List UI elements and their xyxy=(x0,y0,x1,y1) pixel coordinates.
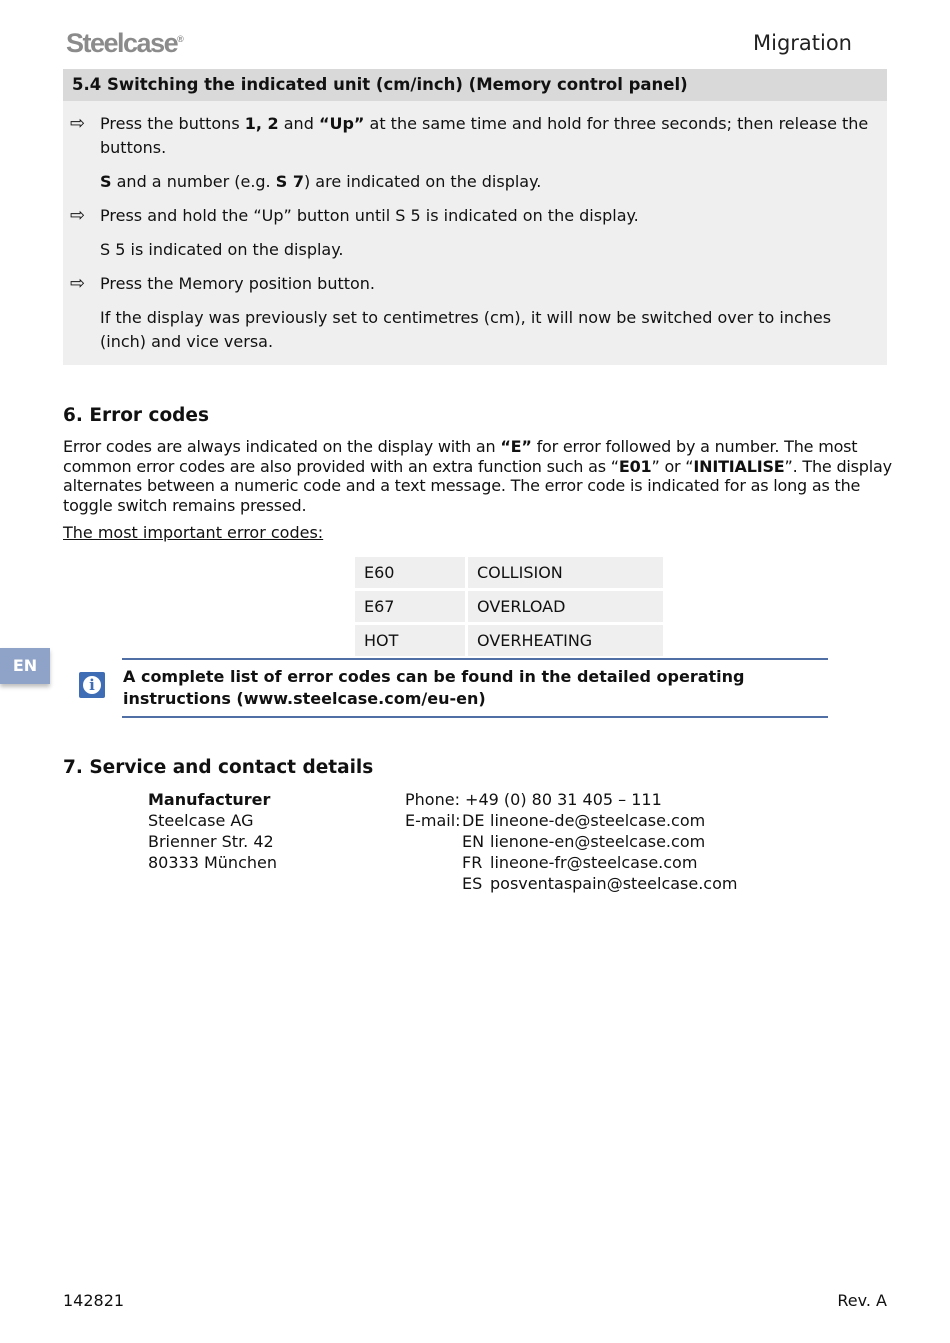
step-3-text: Press the Memory position button. xyxy=(100,274,376,293)
error-code-cell: E60 xyxy=(355,557,465,588)
result-1-text: S and a number (e.g. S 7) are indicated on the display. xyxy=(100,172,542,191)
note-top-rule xyxy=(122,658,828,660)
email-link[interactable]: lineone-de@steelcase.com xyxy=(490,811,706,830)
arrow-right-icon: ⇨ xyxy=(70,273,86,294)
street-address: Brienner Str. 42 xyxy=(148,832,274,851)
email-link[interactable]: posventaspain@steelcase.com xyxy=(490,874,738,893)
info-icon: i xyxy=(79,672,105,698)
error-codes-list-title: The most important error codes: xyxy=(63,523,324,542)
email-lang: DE xyxy=(462,811,485,830)
step-1-text: Press the buttons 1, 2 and “Up” at the same time and hold for three seconds; then release the buttons. xyxy=(100,114,869,157)
section-7-heading: 7. Service and contact details xyxy=(63,757,374,778)
error-code-cell: E67 xyxy=(355,591,465,622)
email-address-list xyxy=(490,810,737,894)
error-code-cell: HOT xyxy=(355,625,465,656)
email-lang: EN xyxy=(462,832,485,851)
arrow-right-icon: ⇨ xyxy=(70,205,86,226)
email-lang: ES xyxy=(462,874,483,893)
section-6-heading: 6. Error codes xyxy=(63,405,209,426)
section-5-4-instructions xyxy=(63,101,887,365)
manufacturer-address xyxy=(148,789,277,873)
error-text-cell: OVERLOAD xyxy=(468,591,663,622)
email-label: E-mail: xyxy=(405,811,461,830)
error-text-cell: OVERHEATING xyxy=(468,625,663,656)
step-2-text: Press and hold the “Up” button until S 5 is indicated on the display. xyxy=(100,206,639,225)
error-text-cell: COLLISION xyxy=(468,557,663,588)
email-link[interactable]: lineone-fr@steelcase.com xyxy=(490,853,698,872)
company-name: Steelcase AG xyxy=(148,811,254,830)
arrow-right-icon: ⇨ xyxy=(70,113,86,134)
result-3-text: If the display was previously set to centimetres (cm), it will now be switched over to inches (inch) and vice versa. xyxy=(100,308,832,351)
error-codes-intro: Error codes are always indicated on the display with an “E” for error followed by a number. The most common error codes are also provided with an extra function such as “E01” or “INITIALISE”. The display alternates between a numeric code and a text message. The error code is indicated for as long as the toggle switch remains pressed. xyxy=(63,437,892,515)
email-lang-list xyxy=(462,810,484,894)
city-address: 80333 München xyxy=(148,853,277,872)
section-5-4-heading: 5.4 Switching the indicated unit (cm/inch) (Memory control panel) xyxy=(63,69,887,101)
info-note-text: A complete list of error codes can be found in the detailed operating instructions (www.steelcase.com/eu-en) xyxy=(123,667,745,708)
header-title: Migration xyxy=(752,31,852,55)
email-link[interactable]: lienone-en@steelcase.com xyxy=(490,832,706,851)
note-bottom-rule xyxy=(122,716,828,718)
steelcase-logo: Steelcase® xyxy=(66,28,184,58)
revision-label: Rev. A xyxy=(837,1291,887,1310)
phone-number: Phone: +49 (0) 80 31 405 – 111 xyxy=(405,790,662,809)
manufacturer-label: Manufacturer xyxy=(148,790,271,809)
document-number: 142821 xyxy=(63,1291,125,1310)
result-2-text: S 5 is indicated on the display. xyxy=(100,240,344,259)
language-tab-en[interactable]: EN xyxy=(0,648,50,684)
email-lang: FR xyxy=(462,853,483,872)
